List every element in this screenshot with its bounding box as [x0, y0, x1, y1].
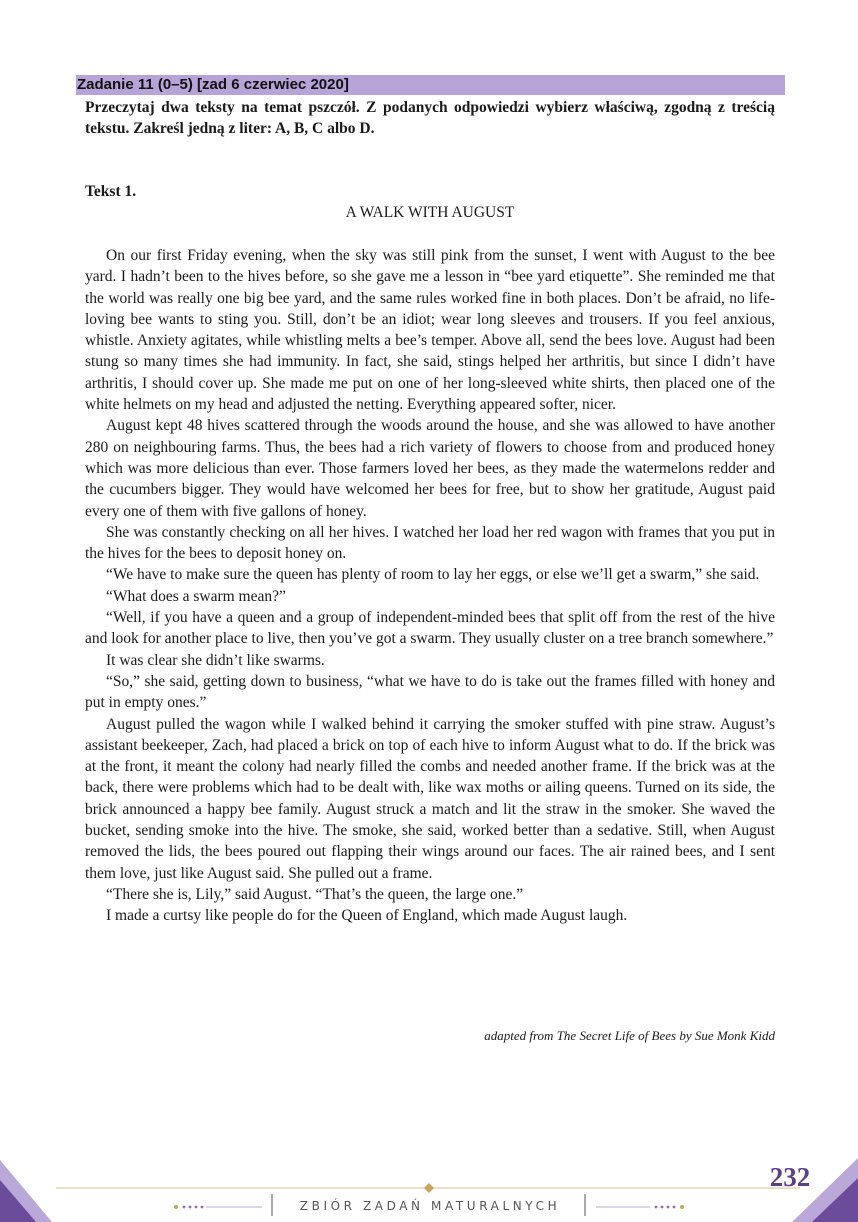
footer-dot	[174, 1205, 178, 1209]
page-number: 232	[769, 1162, 811, 1192]
paragraph: It was clear she didn’t like swarms.	[106, 651, 325, 669]
paragraph: “So,” she said, getting down to business, “what we have to do is take out the frames filled with honey and put in empty ones.”	[85, 672, 775, 712]
paragraph: August pulled the wagon while I walked behind it carrying the smoker stuffed with pine straw. August’s assistant beekeeper, Zach, had placed a brick on top of each hive to inform August what to do. If the brick was at the front, it meant the colony had nearly filled the combs and needed another frame. If the brick was at the back, there were problems which had to be dealt with, like wax moths or ailing queens. Turned on its side, the brick announced a happy bee family. August struck a match and lit the straw in the smoker. She waved the bucket, sending smoke into the hive. The smoke, she said, worked better than a sedative. Still, when August removed the lids, the bees poured out flapping their wings around our faces. The air rained bees, and I sent them love, just like August said. She pulled out a frame.	[85, 715, 775, 882]
paragraph: “What does a swarm mean?”	[106, 587, 286, 605]
story-body	[85, 245, 775, 927]
footer-dot	[195, 1206, 198, 1209]
paragraph: “There she is, Lily,” said August. “That’s the queen, the large one.”	[106, 885, 524, 903]
footer-dot	[680, 1205, 684, 1209]
paragraph: She was constantly checking on all her hives. I watched her load her red wagon with frames that you put in the hives for the bees to deposit honey on.	[85, 523, 775, 563]
paragraph: August kept 48 hives scattered through the woods around the house, and she was allowed to have another 280 on neighbouring farms. Thus, the bees had a rich variety of flowers to choose from and produced honey which was more delicious than ever. Those farmers loved her bees, as they made the watermelons redder and the cucumbers bigger. They would have welcomed her bees for free, but to show her gratitude, August paid every one of them with five gallons of honey.	[85, 417, 775, 520]
footer-diamond-ornament	[424, 1183, 434, 1193]
task-title: Zadanie 11 (0–5) [zad 6 czerwiec 2020]	[77, 76, 349, 93]
footer-dot	[667, 1206, 670, 1209]
footer-dot	[661, 1206, 664, 1209]
paragraph: “Well, if you have a queen and a group of independent-minded bees that split off from the rest of the hive and look for another place to live, then you’ve got a swarm. They usually cluster on a tree branch somewhere.”	[85, 609, 775, 648]
footer-book-title: ZBIÓR ZADAŃ MATURALNYCH	[299, 1199, 561, 1213]
footer-dot	[189, 1206, 192, 1209]
paragraph: “We have to make sure the queen has plenty of room to lay her eggs, or else we’ll get a swarm,” she said.	[106, 566, 760, 584]
story-title: A WALK WITH AUGUST	[345, 204, 515, 221]
task-instruction: Przeczytaj dwa teksty na temat pszczół. Z podanych odpowiedzi wybierz właściwą, zgodną z treścią tekstu. Zakreśl jedną z liter: A, B, C albo D.	[85, 99, 775, 137]
footer-dot	[201, 1206, 204, 1209]
paragraph: On our first Friday evening, when the sky was still pink from the sunset, I went with August to the bee yard. I hadn’t been to the hives before, so she gave me a lesson in “bee yard etiquette”. She reminded me that the world was really one big bee yard, and the same rules worked fine in both places. Don’t be afraid, no life-loving bee wants to sting you. Still, don’t be an idiot; wear long sleeves and trousers. If you feel anxious, whistle. Anxiety agitates, while whistling melts a bee’s temper. Above all, send the bees love. August had been stung so many times she had immunity. In fact, she said, stings helped her arthritis, but since I didn’t have arthritis, I should cover up. She made me put on one of her long-sleeved white shirts, then placed one of the white helmets on my head and adjusted the netting. Everything appeared softer, nicer.	[85, 247, 775, 414]
footer-dot	[655, 1206, 658, 1209]
text-label: Tekst 1.	[85, 183, 137, 200]
footer-dot	[183, 1206, 186, 1209]
source-citation: adapted from The Secret Life of Bees by Sue Monk Kidd	[484, 1028, 775, 1043]
task-header	[76, 75, 785, 95]
paragraph: I made a curtsy like people do for the Queen of England, which made August laugh.	[106, 907, 628, 925]
footer-dot	[673, 1206, 676, 1209]
